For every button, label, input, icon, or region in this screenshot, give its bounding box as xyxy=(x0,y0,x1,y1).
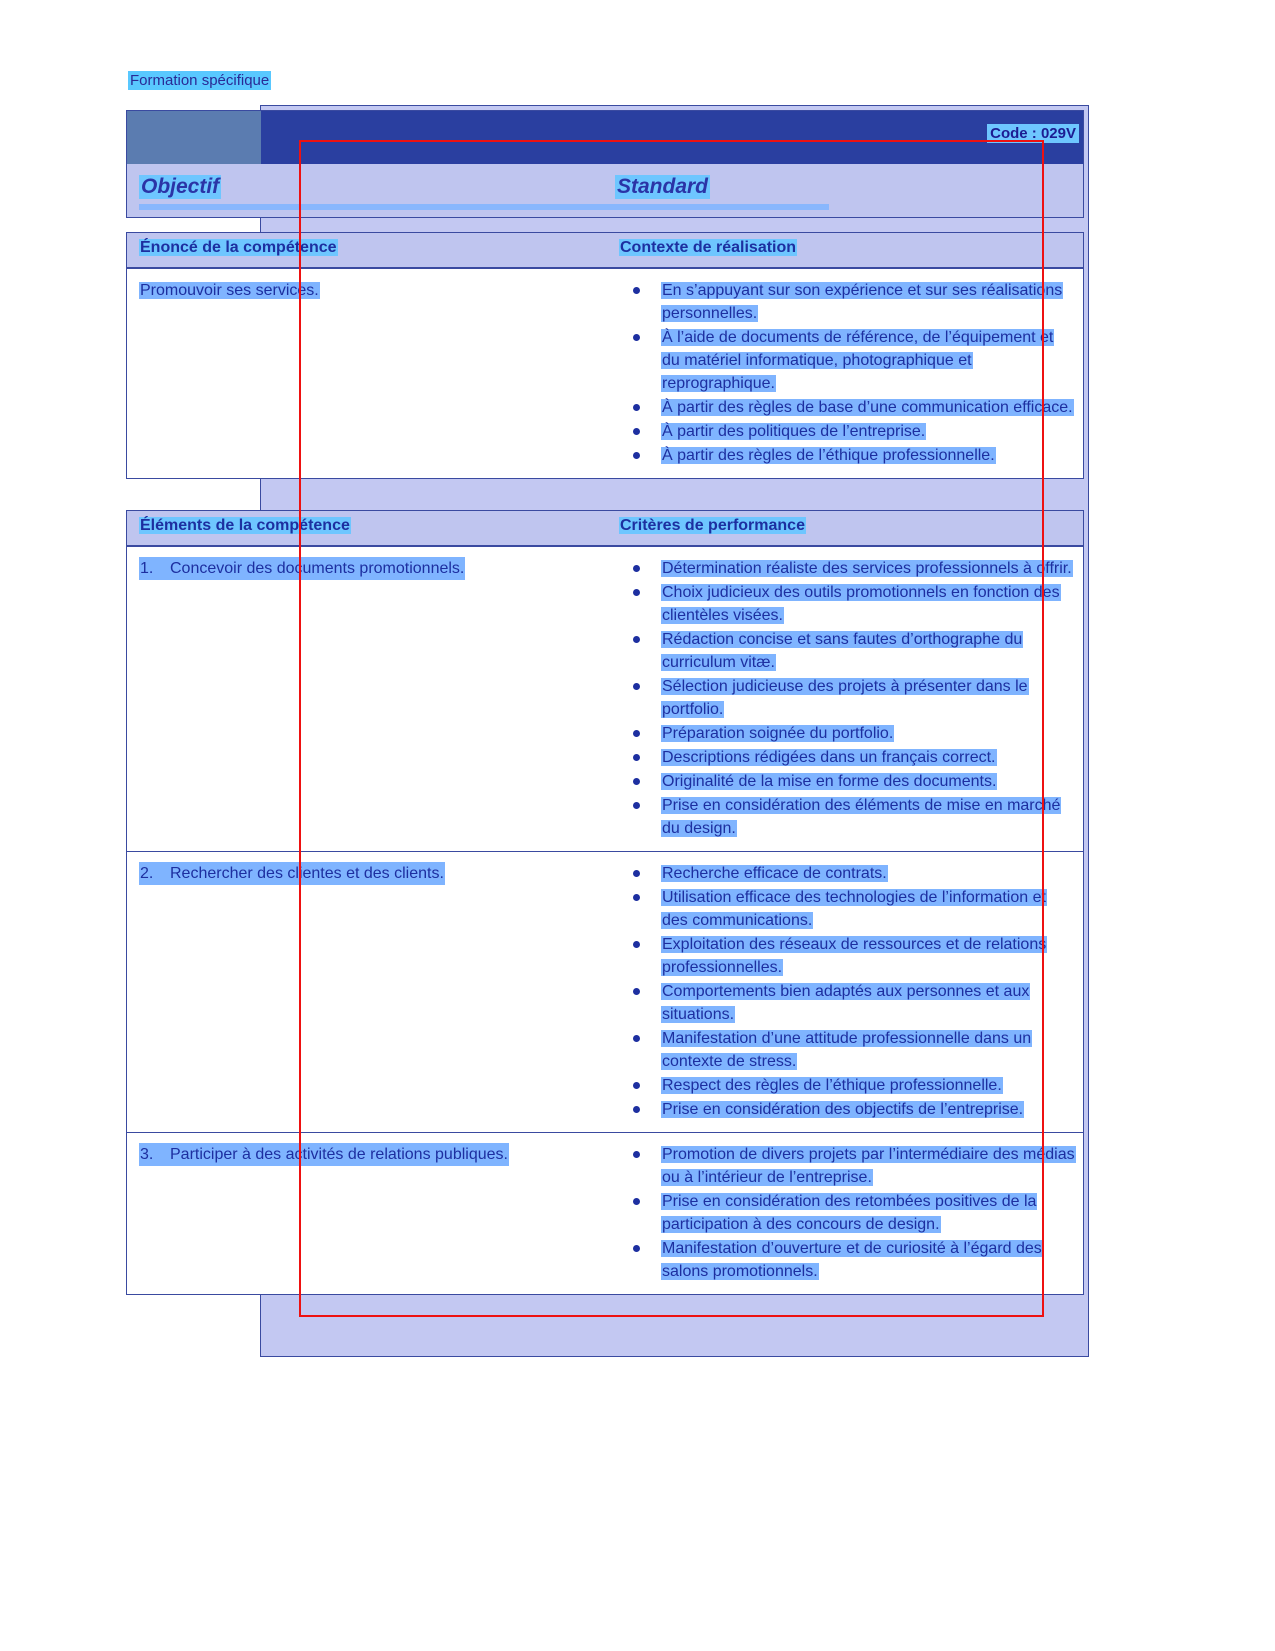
table-row xyxy=(127,546,1083,851)
bullet-icon xyxy=(633,941,640,948)
bullet-icon xyxy=(633,428,640,435)
contexte-cell xyxy=(613,269,1083,478)
band-left-fill xyxy=(127,111,261,164)
list-item: À partir des règles de base d’une communication efficace. xyxy=(613,396,1075,419)
list-item: À partir des politiques de l’entreprise. xyxy=(613,420,1075,443)
code-label: Code : xyxy=(990,125,1037,142)
list-item: À partir des règles de l’éthique professionnelle. xyxy=(613,444,1075,467)
table-row xyxy=(127,268,1083,478)
bullet-icon xyxy=(633,1035,640,1042)
objectif-standard-band xyxy=(126,110,1084,218)
header-cell-criteres xyxy=(613,511,1083,545)
list-item: Détermination réaliste des services professionnels à offrir. xyxy=(613,557,1075,580)
bullet-icon xyxy=(633,1082,640,1089)
table-header-row xyxy=(127,233,1083,268)
criteres-list xyxy=(613,862,1075,1121)
criteres-cell xyxy=(613,1133,1083,1294)
list-item: À l’aide de documents de référence, de l’équipement et du matériel informatique, photographique et reprographique. xyxy=(613,326,1075,395)
element-label-wrap xyxy=(139,1143,605,1166)
header-text-elements: Éléments de la compétence xyxy=(140,517,350,534)
band-right-fill xyxy=(261,111,1083,164)
element-label: Concevoir des documents promotionnels. xyxy=(169,557,465,580)
list-item: Rédaction concise et sans fautes d’orthographe du curriculum vitæ. xyxy=(613,628,1075,674)
table-row xyxy=(127,851,1083,1132)
objectif-label: Objectif xyxy=(141,175,220,198)
element-number: 1. xyxy=(139,557,169,580)
code-value: 029V xyxy=(1040,125,1076,142)
criteres-cell xyxy=(613,852,1083,1132)
bullet-icon xyxy=(633,802,640,809)
bullet-icon xyxy=(633,778,640,785)
element-number: 3. xyxy=(139,1143,169,1166)
bullet-icon xyxy=(633,589,640,596)
element-label: Rechercher des clientes et des clients. xyxy=(169,862,445,885)
list-item: Promotion de divers projets par l’intermédiaire des médias ou à l’intérieur de l’entreprise. xyxy=(613,1143,1075,1189)
list-item: Manifestation d’ouverture et de curiosité à l’égard des salons promotionnels. xyxy=(613,1237,1075,1283)
bullet-icon xyxy=(633,287,640,294)
table-header-row xyxy=(127,511,1083,546)
list-item: Utilisation efficace des technologies de l’information et des communications. xyxy=(613,886,1075,932)
enonce-cell xyxy=(127,269,613,478)
elements-criteres-table xyxy=(126,510,1084,1295)
header-cell-contexte xyxy=(613,233,1083,267)
bullet-icon xyxy=(633,870,640,877)
list-item: Descriptions rédigées dans un français correct. xyxy=(613,746,1075,769)
element-cell xyxy=(127,852,613,1132)
list-item: Choix judicieux des outils promotionnels en fonction des clientèles visées. xyxy=(613,581,1075,627)
list-item: Préparation soignée du portfolio. xyxy=(613,722,1075,745)
header-text-contexte: Contexte de réalisation xyxy=(620,239,797,256)
element-label-wrap xyxy=(139,862,605,885)
header-cell-elements xyxy=(127,511,613,545)
list-item: Prise en considération des objectifs de l’entreprise. xyxy=(613,1098,1075,1121)
header-text-enonce: Énoncé de la compétence xyxy=(140,239,337,256)
list-item: En s’appuyant sur son expérience et sur ses réalisations personnelles. xyxy=(613,279,1075,325)
header-text-criteres: Critères de performance xyxy=(620,517,805,534)
page-header-label: Formation spécifique xyxy=(130,72,270,89)
list-item: Respect des règles de l’éthique professionnelle. xyxy=(613,1074,1075,1097)
code-chip xyxy=(987,124,1079,143)
list-item: Originalité de la mise en forme des documents. xyxy=(613,770,1075,793)
bullet-icon xyxy=(633,404,640,411)
bullet-icon xyxy=(633,730,640,737)
list-item: Recherche efficace de contrats. xyxy=(613,862,1075,885)
enonce-contexte-table xyxy=(126,232,1084,479)
bullet-icon xyxy=(633,988,640,995)
bullet-icon xyxy=(633,452,640,459)
bullet-icon xyxy=(633,1151,640,1158)
list-item: Comportements bien adaptés aux personnes et aux situations. xyxy=(613,980,1075,1026)
list-item: Sélection judicieuse des projets à présenter dans le portfolio. xyxy=(613,675,1075,721)
bullet-icon xyxy=(633,754,640,761)
list-item: Manifestation d’une attitude professionnelle dans un contexte de stress. xyxy=(613,1027,1075,1073)
bullet-icon xyxy=(633,1106,640,1113)
criteres-cell xyxy=(613,547,1083,851)
element-cell xyxy=(127,547,613,851)
bullet-icon xyxy=(633,683,640,690)
criteres-list xyxy=(613,1143,1075,1283)
element-number: 2. xyxy=(139,862,169,885)
list-item: Exploitation des réseaux de ressources et de relations professionnelles. xyxy=(613,933,1075,979)
element-label-wrap xyxy=(139,557,605,580)
list-item: Prise en considération des retombées positives de la participation à des concours de design. xyxy=(613,1190,1075,1236)
bullet-icon xyxy=(633,1245,640,1252)
bullet-icon xyxy=(633,636,640,643)
element-label: Participer à des activités de relations publiques. xyxy=(169,1143,509,1166)
criteres-list xyxy=(613,557,1075,840)
list-item: Prise en considération des éléments de mise en marché du design. xyxy=(613,794,1075,840)
element-cell xyxy=(127,1133,613,1294)
bullet-icon xyxy=(633,1198,640,1205)
bullet-icon xyxy=(633,334,640,341)
objectif-standard-row xyxy=(127,164,1083,218)
bullet-icon xyxy=(633,565,640,572)
objectif-underline xyxy=(139,204,829,210)
enonce-text: Promouvoir ses services. xyxy=(140,282,319,299)
table-row xyxy=(127,1132,1083,1294)
contexte-list xyxy=(613,279,1075,467)
header-cell-enonce xyxy=(127,233,613,267)
bullet-icon xyxy=(633,894,640,901)
standard-label: Standard xyxy=(617,175,709,198)
